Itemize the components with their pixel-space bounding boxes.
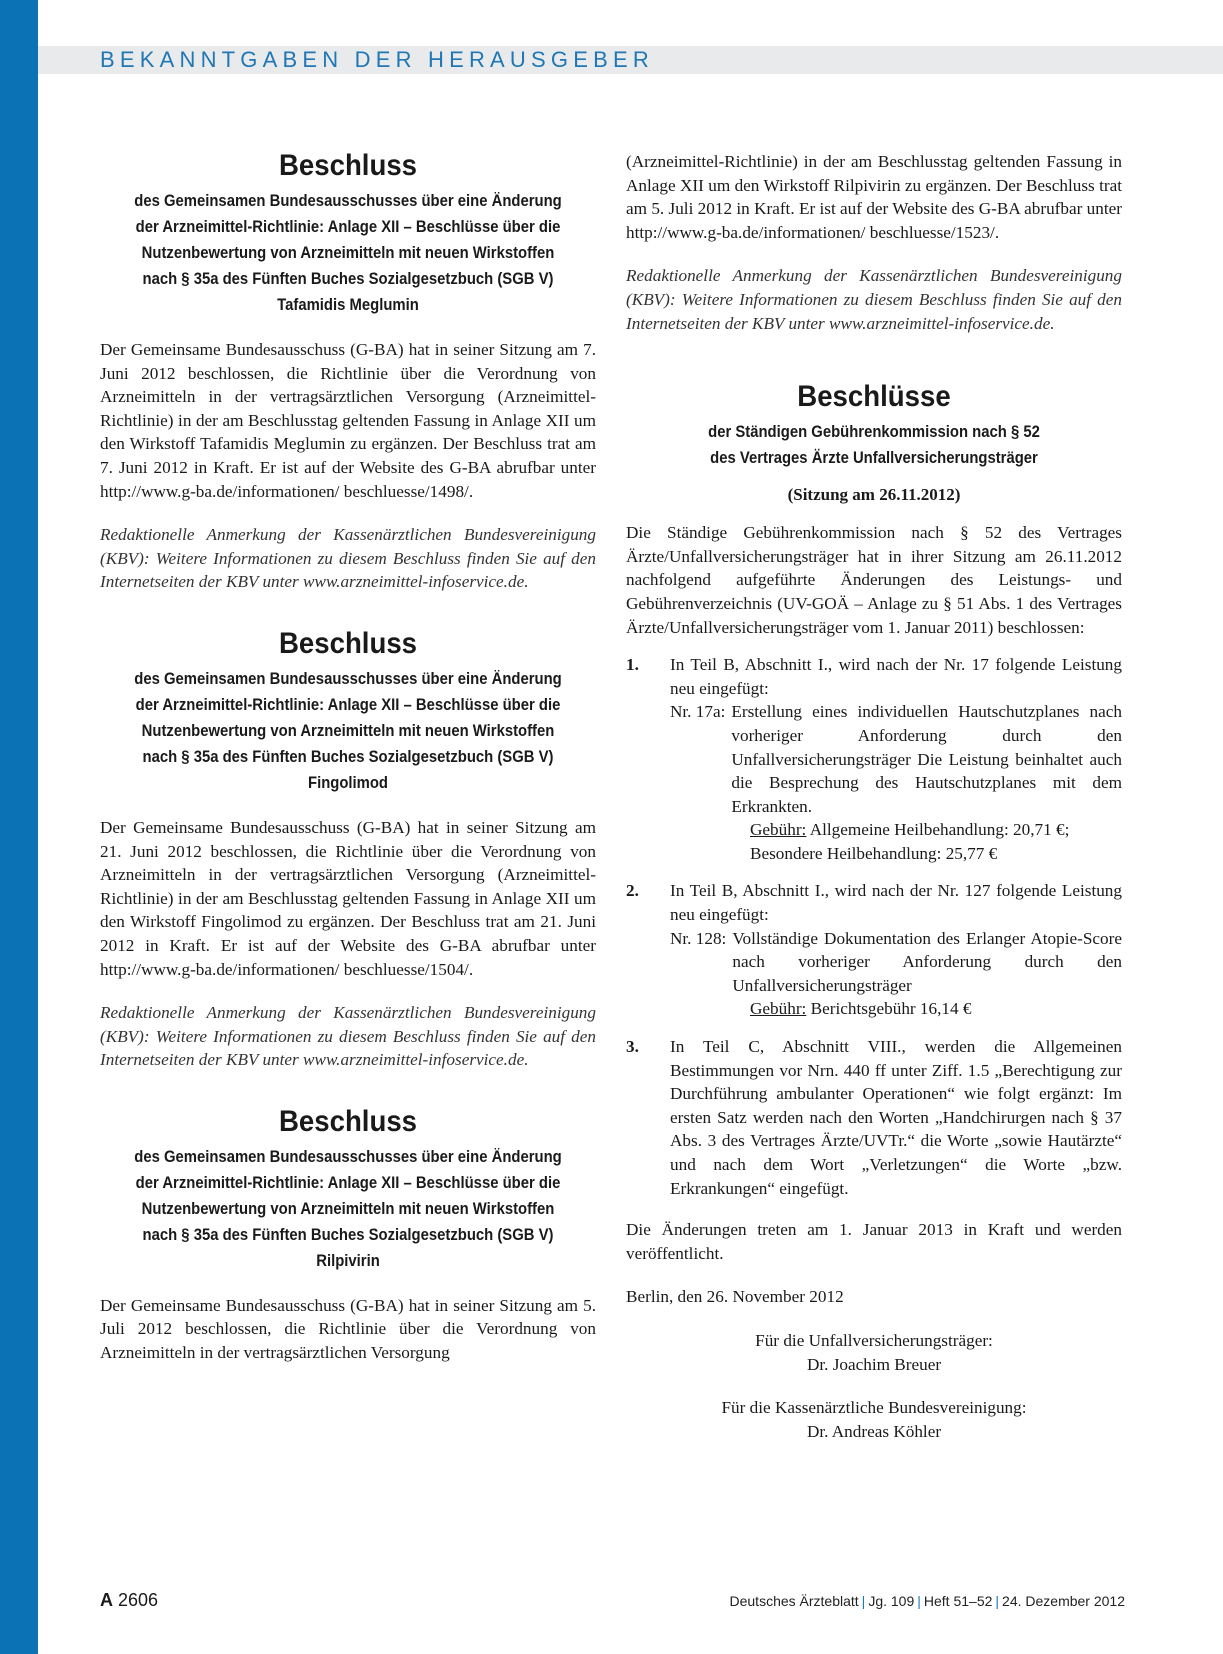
article-body: Der Gemeinsame Bundesausschuss (G-BA) hat in seiner Sitzung am 7. Juni 2012 beschlossen, die Richtlinie über die Verordnung von Arzneimitteln in der vertragsärztlichen Versorgung (Arzneimittel-Richtlinie) in der am Beschlusstag geltenden Fassung in Anlage XII um den Wirkstoff Tafamidis Meglumin zu ergänzen. Der Beschluss trat am 7. Juni 2012 in Kraft. Er ist auf der Website des G-BA abrufbar unter http://www.g-ba.de/informationen/ beschluesse/1498/. xyxy=(100,340,596,501)
journal-date: 24. Dezember 2012 xyxy=(1002,1593,1125,1609)
article-subtitle xyxy=(125,1144,571,1274)
fee-line xyxy=(670,818,1122,842)
item-number: 2. xyxy=(626,881,639,901)
article-title: Beschluss xyxy=(278,149,418,182)
fee-line: Besondere Heilbehandlung: 25,77 € xyxy=(750,843,998,863)
sub-entry xyxy=(670,927,1122,998)
fee-line xyxy=(670,997,1122,1021)
subtitle-line: nach § 35a des Fünften Buches Sozialgesetzbuch (SGB V) xyxy=(142,747,554,766)
article-title: Beschluss xyxy=(278,626,418,660)
continued-body: (Arzneimittel-Richtlinie) in der am Beschlusstag geltenden Fassung in Anlage XII um den Wirkstoff Rilpivirin zu ergänzen. Der Beschluss trat am 5. Juli 2012 in Kraft. Er ist auf der Website des G-BA abrufbar unter http://www.g-ba.de/informationen/ beschluesse/1523/. xyxy=(626,152,1122,242)
page-number xyxy=(100,1590,158,1611)
subtitle-line: der Ständigen Gebührenkommission nach § 52 xyxy=(708,423,1040,442)
signature-name: Dr. Andreas Köhler xyxy=(806,1421,942,1441)
closing-text: Die Änderungen treten am 1. Januar 2013 in Kraft und werden veröffentlicht. xyxy=(626,1220,1122,1263)
subtitle-line: Nutzenbewertung von Arzneimitteln mit neuen Wirkstoffen xyxy=(141,244,555,262)
article-subtitle xyxy=(125,666,571,796)
subtitle-line: Nutzenbewertung von Arzneimitteln mit neuen Wirkstoffen xyxy=(141,1199,555,1218)
article-rilpivirin xyxy=(100,1104,596,1365)
article-body: Der Gemeinsame Bundesausschuss (G-BA) hat in seiner Sitzung am 21. Juni 2012 beschlossen, die Richtlinie über die Verordnung von Arzneimitteln in der vertragsärztlichen Versorgung (Arzneimittel-Richtlinie) in der am Beschlusstag geltenden Fassung in Anlage XII um den Wirkstoff Fingolimod zu ergänzen. Der Beschluss trat am 21. Juni 2012 in Kraft. Er ist auf der Website des G-BA abrufbar unter http://www.g-ba.de/informationen/ beschluesse/1504/. xyxy=(100,817,596,979)
signature-name: Dr. Joachim Breuer xyxy=(806,1354,942,1374)
left-accent-bar xyxy=(0,0,38,1654)
journal-name: Deutsches Ärzteblatt xyxy=(729,1593,859,1609)
fee-text: Berichtsgebühr 16,14 € xyxy=(810,999,972,1019)
fee-label: Gebühr: xyxy=(750,820,807,840)
journal-volume: Jg. 109 xyxy=(868,1593,915,1609)
subtitle-line: Tafamidis Meglumin xyxy=(277,296,419,314)
article-title: Beschluss xyxy=(278,1104,418,1138)
fee-text: Allgemeine Heilbehandlung: 20,71 €; xyxy=(809,820,1070,840)
separator: | xyxy=(995,1593,1000,1609)
page-prefix: A xyxy=(100,1590,113,1610)
journal-issue: Heft 51–52 xyxy=(923,1593,993,1609)
editorial-note: Redaktionelle Anmerkung der Kassenärztlichen Bundesvereinigung (KBV): Weitere Informationen zu diesem Beschluss finden Sie auf den Internetseiten der KBV unter www.arzneimittel-infoservice.de. xyxy=(100,525,596,592)
right-column xyxy=(626,150,1122,1443)
subtitle-line: der Arzneimittel-Richtlinie: Anlage XII – Beschlüsse über die xyxy=(135,1173,561,1192)
signature-role: Für die Unfallversicherungsträger: xyxy=(755,1330,993,1350)
item-text: In Teil B, Abschnitt I., wird nach der Nr. 127 folgende Leistung neu eingefügt: xyxy=(670,881,1122,925)
sub-label: Nr. 17a: xyxy=(670,702,726,722)
article-fingolimod xyxy=(100,626,596,1072)
subtitle-line: des Gemeinsamen Bundesausschusses über eine Änderung xyxy=(134,1147,562,1166)
left-column xyxy=(100,148,596,1365)
subtitle-line: des Vertrages Ärzte Unfallversicherungsträger xyxy=(710,449,1038,468)
article-tafamidis xyxy=(100,148,596,594)
article-body: Der Gemeinsame Bundesausschuss (G-BA) hat in seiner Sitzung am 5. Juli 2012 beschlossen, die Richtlinie über die Verordnung von Arzneimitteln in der vertragsärztlichen Versorgung xyxy=(100,1295,596,1363)
subtitle-line: Rilpivirin xyxy=(316,1251,380,1270)
subtitle-line: nach § 35a des Fünften Buches Sozialgesetzbuch (SGB V) xyxy=(142,1225,554,1244)
sub-entry xyxy=(670,700,1122,818)
editorial-note: Redaktionelle Anmerkung der Kassenärztlichen Bundesvereinigung (KBV): Weitere Informationen zu diesem Beschluss finden Sie auf den Internetseiten der KBV unter www.arzneimittel-infoservice.de. xyxy=(100,1003,596,1070)
item-text: In Teil C, Abschnitt VIII., werden die Allgemeinen Bestimmungen vor Nrn. 440 ff unter Ziff. 1.5 „Berechtigung zur Durchführung ambulanter Operationen“ wie folgt ergänzt: Im ersten Satz werden nach den Worten „Handchirurgen nach § 37 Abs. 3 des Vertrages Ärzte/UVTr.“ die Worte „sowie Hautärzte“ und nach dem Wort „Verletzungen“ die Worte „bzw. Erkrankungen“ eingefügt. xyxy=(670,1037,1122,1198)
subtitle-line: nach § 35a des Fünften Buches Sozialgesetzbuch (SGB V) xyxy=(142,270,554,288)
list-item xyxy=(626,1035,1122,1200)
section-header: BEKANNTGABEN DER HERAUSGEBER xyxy=(100,47,654,72)
signature-role: Für die Kassenärztliche Bundesvereinigung: xyxy=(721,1398,1027,1418)
subtitle-line: der Arzneimittel-Richtlinie: Anlage XII – Beschlüsse über die xyxy=(135,218,561,236)
subtitle-line: Fingolimod xyxy=(307,773,389,792)
separator: | xyxy=(861,1593,866,1609)
article-subtitle xyxy=(125,188,571,318)
item-text: In Teil B, Abschnitt I., wird nach der Nr. 17 folgende Leistung neu eingefügt: xyxy=(670,655,1122,698)
subtitle-line: des Gemeinsamen Bundesausschusses über eine Änderung xyxy=(134,192,562,210)
item-number: 1. xyxy=(626,655,639,675)
sub-label: Nr. 128: xyxy=(670,928,727,948)
list-item xyxy=(626,653,1122,865)
subtitle-line: des Gemeinsamen Bundesausschusses über eine Änderung xyxy=(134,669,562,688)
session-date: (Sitzung am 26.11.2012) xyxy=(787,485,961,505)
article-subtitle xyxy=(651,419,1097,471)
intro-text: Die Ständige Gebührenkommission nach § 52 des Vertrages Ärzte/Unfallversicherungsträger hat in ihrer Sitzung am 26.11.2012 nachfolgend aufgeführte Änderungen des Leistungs- und Gebührenverzeichnis (UV-GOÄ – Anlage zu § 51 Abs. 1 des Vertrages Ärzte/Unfallversicherungsträger vom 1. Januar 2011) beschlossen: xyxy=(626,523,1122,637)
subtitle-line: der Arzneimittel-Richtlinie: Anlage XII – Beschlüsse über die xyxy=(135,695,561,714)
sub-text: Erstellung eines individuellen Hautschutzplanes nach vorheriger Anforderung durch den Unfallversicherungsträger Die Leistung beinhaltet auch die Besprechung des Hautschutzplanes mit dem Erkrankten. xyxy=(731,702,1122,816)
article-gebuehrenkommission xyxy=(626,379,1122,1443)
subtitle-line: Nutzenbewertung von Arzneimitteln mit neuen Wirkstoffen xyxy=(141,721,555,740)
page-num-text: 2606 xyxy=(118,1590,159,1610)
item-number: 3. xyxy=(626,1037,639,1057)
place-date: Berlin, den 26. November 2012 xyxy=(626,1287,844,1307)
journal-info xyxy=(730,1593,1126,1609)
separator: | xyxy=(917,1593,921,1609)
list-item xyxy=(626,879,1122,1021)
article-title: Beschlüsse xyxy=(797,380,951,414)
sub-text: Vollständige Dokumentation des Erlanger Atopie-Score nach vorheriger Anforderung durch den Unfallversicherungsträger xyxy=(732,928,1122,995)
editorial-note: Redaktionelle Anmerkung der Kassenärztlichen Bundesvereinigung (KBV): Weitere Informationen zu diesem Beschluss finden Sie auf den Internetseiten der KBV unter www.arzneimittel-infoservice.de. xyxy=(626,266,1122,333)
fee-label: Gebühr: xyxy=(750,999,807,1019)
